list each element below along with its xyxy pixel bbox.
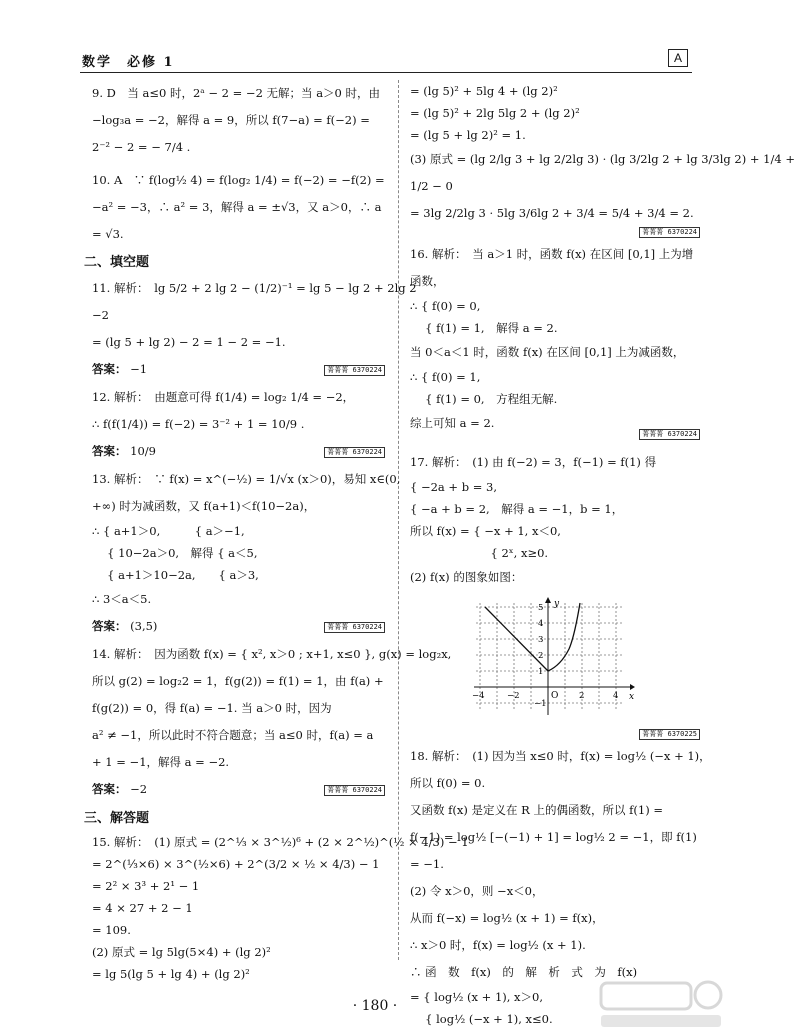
text-line: 2⁻² − 2 = − 7/4 . <box>92 140 191 154</box>
x-tick: 2 <box>579 691 585 701</box>
question-9 <box>92 80 387 161</box>
book-title: 数学 必修 1 <box>82 55 175 70</box>
y-axis-arrow <box>545 597 551 603</box>
text-line: 13. 解析： ∵ f(x) = x^(−½) = 1/√x (x＞0)，易知 x∈(0, <box>92 472 401 486</box>
y-tick: 4 <box>538 619 544 629</box>
text-line: ∴ 函 数 f(x) 的 解 析 式 为 f(x) <box>410 965 638 979</box>
x-tick: 4 <box>613 691 619 701</box>
id-stamp: 菁菁菁 6370225 <box>639 729 700 740</box>
right-column <box>410 80 795 1030</box>
answer-label: 答案： <box>92 364 127 376</box>
text-line: = (lg 5 + lg 2)² = 1. <box>410 128 526 142</box>
text-line: 所以 g(2) = log₂2 = 1，f(g(2)) = f(1) = 1，由 f(a) + <box>92 674 384 688</box>
text-line: (2) f(x) 的图象如图： <box>410 570 523 584</box>
question-17 <box>410 449 702 743</box>
answer-value: −1 <box>130 362 148 376</box>
x-axis-label: x <box>629 692 635 702</box>
text-line: { log½ (−x + 1), x≤0. <box>410 1012 553 1026</box>
text-line: 所以 f(x) = { −x + 1, x＜0, <box>410 524 561 538</box>
text-line: = 2^(⅓×6) × 3^(½×6) + 2^(3/2 × ½ × 4/3) − 1 <box>92 857 380 871</box>
text-line: (2) 原式 = lg 5lg(5×4) + (lg 2)² <box>92 945 271 959</box>
text-line: = (lg 5)² + 5lg 4 + (lg 2)² <box>410 84 558 98</box>
id-stamp: 菁菁菁 6370224 <box>324 365 385 376</box>
id-stamp: 菁菁菁 6370224 <box>324 785 385 796</box>
text-line: −a² = −3，∴ a² = 3，解得 a = ±√3，又 a＞0，∴ a <box>92 200 382 214</box>
answer-row <box>92 613 387 641</box>
text-line: +∞) 时为减函数，又 f(a+1)＜f(10−2a)， <box>92 499 316 513</box>
id-stamp: 菁菁菁 6370224 <box>324 622 385 633</box>
text-line: −log₃a = −2，解得 a = 9，所以 f(7−a) = f(−2) = <box>92 113 370 127</box>
text-line: 10. A ∵ f(log½ 4) = f(log₂ 1/4) = f(−2) = −f(2) = <box>92 173 385 187</box>
text-line: ∴ { f(0) = 0, <box>410 299 481 313</box>
text-line: f(−1) = log½ [−(−1) + 1] = log½ 2 = −1，即 f(1) <box>410 830 697 844</box>
text-line: = (lg 5)² + 2lg 5lg 2 + (lg 2)² <box>410 106 580 120</box>
text-line: 12. 解析： 由题意可得 f(1/4) = log₂ 1/4 = −2， <box>92 390 355 404</box>
y-axis-label: y <box>554 599 560 609</box>
text-line: = 4 × 27 + 2 − 1 <box>92 901 193 915</box>
text-line: ∴ x＞0 时，f(x) = log½ (x + 1). <box>410 938 586 952</box>
origin-label: O <box>551 691 559 701</box>
text-line: 又函数 f(x) 是定义在 R 上的偶函数，所以 f(1) = <box>410 803 663 817</box>
answer-row <box>92 438 387 466</box>
text-line: { f(1) = 0, 方程组无解. <box>410 392 558 406</box>
text-line: ∴ f(f(1/4)) = f(−2) = 3⁻² + 1 = 10/9 . <box>92 417 305 431</box>
answer-label: 答案： <box>92 621 127 633</box>
text-line: 从而 f(−x) = log½ (x + 1) = f(x)， <box>410 911 604 925</box>
answer-row <box>92 776 387 804</box>
answer-value: −2 <box>130 782 148 796</box>
y-tick: 1 <box>538 667 544 677</box>
text-line: 14. 解析： 因为函数 f(x) = { x², x＞0 ; x+1, x≤0 }, g(x) = log₂x, <box>92 647 452 661</box>
answer-label: 答案： <box>92 784 127 796</box>
y-tick: −1 <box>534 699 547 709</box>
graph-grid <box>476 603 622 709</box>
text-line: 17. 解析： (1) 由 f(−2) = 3，f(−1) = f(1) 得 <box>410 455 657 469</box>
text-line: f(g(2)) = 0，得 f(a) = −1. 当 a＞0 时，因为 <box>92 701 332 715</box>
question-15 <box>92 831 469 985</box>
text-line: 所以 f(0) = 0. <box>410 776 486 790</box>
function-graph <box>472 597 637 722</box>
text-line: −2 <box>92 308 109 322</box>
question-16 <box>410 241 702 449</box>
text-line: (2) 令 x＞0，则 −x＜0， <box>410 884 544 898</box>
x-axis-arrow <box>630 684 635 690</box>
page-header <box>80 48 692 73</box>
y-tick: 3 <box>538 635 544 645</box>
text-line: 综上可知 a = 2. <box>410 416 495 430</box>
text-line: ∴ { a+1＞0, { a＞−1, <box>92 524 245 538</box>
answer-value: 10/9 <box>130 444 156 458</box>
text-line: { −a + b = 2, 解得 a = −1，b = 1， <box>410 502 624 516</box>
text-line: (3) 原式 = (lg 2/lg 3 + lg 2/2lg 3) · (lg 3/2lg 2 + lg 3/3lg 2) + 1/4 + <box>410 152 795 166</box>
y-tick: 5 <box>538 603 544 613</box>
text-line: { −2a + b = 3, <box>410 480 498 494</box>
text-line: 11. 解析： lg 5/2 + 2 lg 2 − (1/2)⁻¹ = lg 5 − lg 2 + 2lg 2 <box>92 281 417 295</box>
text-line: = 2² × 3³ + 2¹ − 1 <box>92 879 200 893</box>
text-line: { 10−2a＞0, 解得 { a＜5, <box>92 546 258 560</box>
id-stamp: 菁菁菁 6370224 <box>324 447 385 458</box>
column-divider <box>398 80 399 960</box>
text-line: + 1 = −1，解得 a = −2. <box>92 755 230 769</box>
question-12 <box>92 384 387 466</box>
watermark-logo <box>596 975 726 1030</box>
text-line: = (lg 5 + lg 2) − 2 = 1 − 2 = −1. <box>92 335 286 349</box>
text-line: { f(1) = 1, 解得 a = 2. <box>410 321 558 335</box>
text-line: = −1. <box>410 857 444 871</box>
x-tick: −2 <box>507 691 520 701</box>
x-tick: −4 <box>472 691 485 701</box>
y-tick: 2 <box>538 651 544 661</box>
text-line: = 3lg 2/2lg 3 · 5lg 3/6lg 2 + 3/4 = 5/4 + 3/4 = 2. <box>410 206 694 220</box>
id-stamp: 菁菁菁 6370224 <box>639 227 700 238</box>
question-15-continued <box>410 80 795 241</box>
text-line: 16. 解析： 当 a＞1 时，函数 f(x) 在区间 [0,1] 上为增 <box>410 247 694 261</box>
text-line: = 109. <box>92 923 131 937</box>
question-10 <box>92 167 387 248</box>
id-stamp: 菁菁菁 6370224 <box>639 429 700 440</box>
text-line: = lg 5(lg 5 + lg 4) + (lg 2)² <box>92 967 250 981</box>
text-line: 1/2 − 0 <box>410 179 453 193</box>
question-11 <box>92 275 417 384</box>
text-line: 18. 解析： (1) 因为当 x≤0 时，f(x) = log½ (−x + 1)， <box>410 749 711 763</box>
question-13 <box>92 466 401 641</box>
text-line: 15. 解析： (1) 原式 = (2^⅓ × 3^½)⁶ + (2 × 2^½)^(½ × 4/3) − 1 <box>92 835 469 849</box>
answer-label: 答案： <box>92 446 127 458</box>
edition-badge: A <box>668 49 688 67</box>
answer-row <box>92 356 387 384</box>
answer-value: (3,5) <box>130 619 158 633</box>
text-line: a² ≠ −1，所以此时不符合题意；当 a≤0 时，f(a) = a <box>92 728 374 742</box>
text-line: 函数， <box>410 274 445 288</box>
section-heading-fill-in: 二、填空题 <box>84 254 150 269</box>
page-number: · 180 · <box>352 998 398 1014</box>
text-line: { 2ˣ, x≥0. <box>410 546 549 560</box>
text-line: 9. D 当 a≤0 时，2ᵃ − 2 = −2 无解；当 a＞0 时，由 <box>92 86 381 100</box>
text-line: = √3. <box>92 227 124 241</box>
section-heading-solutions: 三、解答题 <box>84 810 150 825</box>
text-line: = { log½ (x + 1), x＞0, <box>410 990 544 1004</box>
text-line: { a+1＞10−2a, { a＞3, <box>92 568 259 582</box>
text-line: 当 0＜a＜1 时，函数 f(x) 在区间 [0,1] 上为减函数， <box>410 345 685 359</box>
text-line: ∴ { f(0) = 1, <box>410 370 481 384</box>
right-branch-curve <box>548 603 580 671</box>
text-line: ∴ 3＜a＜5. <box>92 592 152 606</box>
